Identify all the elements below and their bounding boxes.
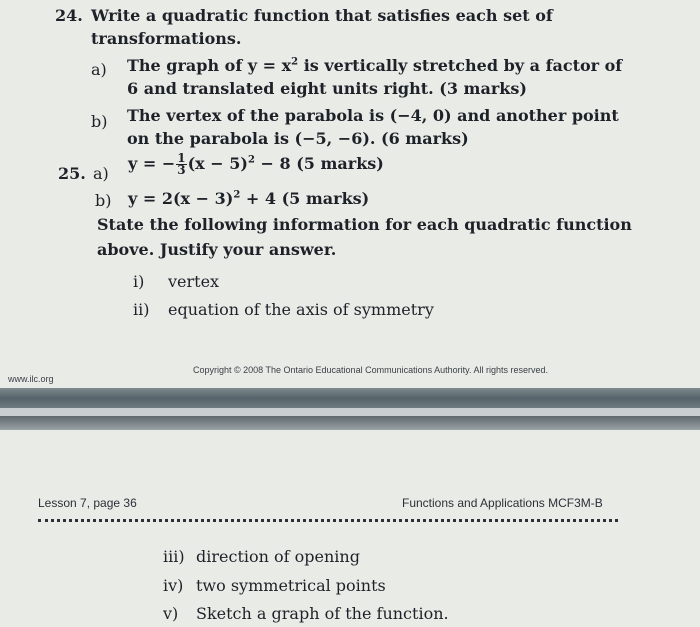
question-number-24: 24. [55,6,83,25]
header-lesson: Lesson 7, page 36 [38,496,137,510]
q24-text-line1: Write a quadratic function that satisfies each set of [91,6,553,25]
q24b-line2: on the parabola is (−5, −6). (6 marks) [127,129,469,148]
item-label-iii: iii) [163,547,185,566]
q24a-label: a) [91,60,107,79]
item-text-direction: direction of opening [196,547,360,566]
q25-instruction-line1: State the following information for each quadratic function [97,215,632,234]
footer-copyright: Copyright © 2008 The Ontario Educational Communications Authority. All rights reserved. [193,365,548,375]
item-text-sketch: Sketch a graph of the function. [196,604,449,623]
item-label-ii: ii) [133,300,150,319]
q25a-label: a) [93,164,109,183]
header-course: Functions and Applications MCF3M-B [402,496,603,510]
q24a-line1: The graph of $y = x^2$ is vertically stretched by a factor of [127,56,623,75]
marks-label: (3 marks) [439,79,527,98]
footer-website: www.ilc.org [8,374,54,384]
q25b-label: b) [95,191,112,210]
dotted-divider [38,519,618,522]
q24b-label: b) [91,112,108,131]
q24a-line2: 6 and translated eight units right. (3 marks) [127,79,527,98]
page-gap [0,408,700,416]
item-label-v: v) [163,604,179,623]
marks-label: (6 marks) [381,129,469,148]
q24-text-line2: transformations. [91,29,242,48]
item-text-vertex: vertex [168,272,220,291]
fraction: $\frac{1}{3}$ [177,151,186,177]
page-edge-band [0,388,700,408]
item-text-axis: equation of the axis of symmetry [168,300,434,319]
q25-instruction-line2: above. Justify your answer. [97,240,337,259]
item-text-points: two symmetrical points [196,576,386,595]
q25a-equation: y = − $\frac{1}{3}$ $(x - 5)^2 - 8$ (5 marks) [128,151,384,177]
marks-label: (5 marks) [281,189,370,208]
q25b-equation: $y = 2(x - 3)^2 + 4$ (5 marks) [128,189,370,208]
question-number-25: 25. [58,164,86,183]
item-label-i: i) [133,272,145,291]
page-edge-shadow [0,416,700,430]
q24b-line1: The vertex of the parabola is (−4, 0) and another point [127,106,619,125]
item-label-iv: iv) [163,576,184,595]
marks-label: (5 marks) [296,154,384,173]
